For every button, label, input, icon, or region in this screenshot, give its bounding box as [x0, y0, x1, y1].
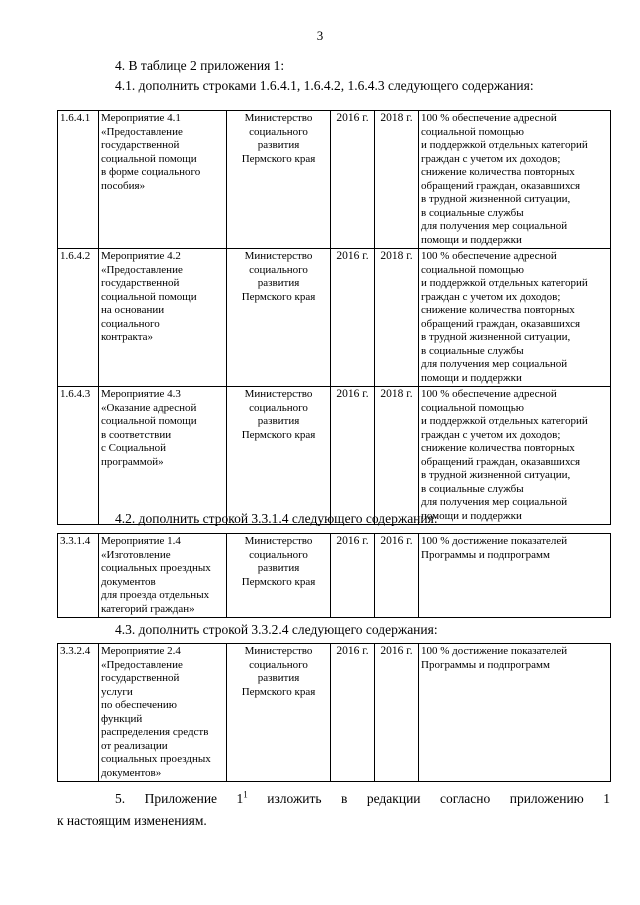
expected-result-line: граждан с учетом их доходов; — [421, 290, 561, 303]
start-year: 2016 г. — [331, 387, 375, 525]
expected-result-line: 100 % достижение показателей — [421, 535, 568, 547]
measure-name-line: «Изготовление — [101, 548, 171, 561]
expected-result-line: и поддержкой отдельных категорий — [421, 139, 588, 151]
executor-line: Пермского края — [241, 428, 316, 441]
expected-result-line: для получения мер социальной — [421, 220, 568, 232]
executor-line: развития — [257, 672, 300, 684]
executor-line: Пермского края — [241, 290, 316, 303]
executor-line: Министерство — [244, 535, 313, 547]
measure-name-line: «Оказание адресной — [101, 401, 197, 414]
measure-name-line: контракта» — [101, 331, 154, 343]
row-code: 1.6.4.1 — [58, 111, 99, 249]
table-rows-1-6-4 — [57, 110, 611, 525]
measure-name-line: в форме социального — [101, 166, 201, 178]
table-row-3-3-2-4 — [57, 643, 611, 782]
expected-result-line: в трудной жизненной ситуации, — [421, 193, 571, 205]
executor-line: Пермского края — [241, 575, 316, 588]
expected-result-line: в трудной жизненной ситуации, — [421, 331, 571, 343]
expected-result-line: и поддержкой отдельных категорий — [421, 415, 588, 427]
expected-result-line: в социальные службы — [421, 482, 524, 495]
measure-name-line: услуги — [101, 685, 133, 698]
expected-result-line: 100 % достижение показателей — [421, 645, 568, 657]
expected-result — [419, 111, 611, 249]
measure-name-line: социальных проездных — [101, 753, 211, 765]
executor-line: развития — [257, 562, 300, 574]
row-code: 1.6.4.3 — [58, 387, 99, 525]
section-4-heading: 4. В таблице 2 приложения 1: — [115, 58, 285, 73]
expected-result-line: помощи и поддержки — [421, 233, 522, 246]
page-number: 3 — [316, 28, 324, 43]
measure-name-line: государственной — [101, 277, 180, 289]
executor — [227, 387, 331, 525]
table-row — [58, 387, 611, 525]
measure-name-line: на основании — [101, 304, 165, 316]
end-year: 2018 г. — [375, 111, 419, 249]
expected-result-line: в трудной жизненной ситуации, — [421, 469, 571, 481]
executor-line: Министерство — [244, 112, 313, 124]
expected-result-line: Программы и подпрограмм — [421, 548, 550, 561]
executor — [227, 644, 331, 782]
expected-result-line: социальной помощью — [421, 263, 525, 276]
expected-result-line: помощи и поддержки — [421, 509, 522, 522]
measure-name-line: социальной помощи — [101, 290, 197, 303]
measure-name-line: в соответствии — [101, 428, 172, 441]
executor-line: развития — [257, 139, 300, 151]
executor-line: развития — [257, 277, 300, 289]
start-year: 2016 г. — [331, 644, 375, 782]
measure-name-line: документов» — [101, 766, 162, 779]
measure-name-line: «Предоставление — [101, 658, 183, 671]
measure-name-line: от реализации — [101, 739, 168, 752]
start-year: 2016 г. — [331, 534, 375, 618]
executor-line: социального — [249, 548, 308, 561]
expected-result-line: снижение количества повторных — [421, 166, 575, 178]
measure-name-line: пособия» — [101, 179, 146, 192]
measure-name-line: Мероприятие 2.4 — [101, 645, 181, 657]
section-5-paragraph — [57, 788, 610, 832]
start-year: 2016 г. — [331, 111, 375, 249]
expected-result — [419, 644, 611, 782]
measure-name — [99, 111, 227, 249]
table-row-3-3-1-4 — [57, 533, 611, 618]
measure-name-line: распределения средств — [101, 726, 209, 738]
measure-name — [99, 534, 227, 618]
measure-name-line: Мероприятие 4.2 — [101, 250, 181, 262]
executor-line: Пермского края — [241, 152, 316, 165]
expected-result-line: Программы и подпрограмм — [421, 658, 550, 671]
executor — [227, 111, 331, 249]
executor-line: развития — [257, 415, 300, 427]
measure-name-line: по обеспечению — [101, 699, 178, 711]
section-5-line2: к настоящим изменениям. — [57, 813, 207, 828]
executor-line: Министерство — [244, 388, 313, 400]
table-row — [58, 111, 611, 249]
measure-name-line: социальной помощи — [101, 152, 197, 165]
row-code: 1.6.4.2 — [58, 249, 99, 387]
expected-result-line: обращений граждан, оказавшихся — [421, 455, 581, 468]
expected-result-line: для получения мер социальной — [421, 496, 568, 508]
executor-line: социального — [249, 263, 308, 276]
expected-result — [419, 387, 611, 525]
measure-name-line: категорий граждан» — [101, 602, 195, 615]
expected-result-line: 100 % обеспечение адресной — [421, 388, 557, 400]
end-year: 2016 г. — [375, 534, 419, 618]
measure-name-line: функций — [101, 712, 143, 725]
executor-line: Министерство — [244, 645, 313, 657]
measure-name-line: Мероприятие 1.4 — [101, 535, 181, 547]
expected-result-line: в социальные службы — [421, 206, 524, 219]
executor-line: социального — [249, 658, 308, 671]
section-5-text-start: 5. Приложение 1 — [115, 791, 244, 806]
expected-result-line: для получения мер социальной — [421, 358, 568, 370]
expected-result-line: обращений граждан, оказавшихся — [421, 179, 581, 192]
measure-name-line: государственной — [101, 139, 180, 151]
executor-line: Министерство — [244, 250, 313, 262]
expected-result-line: снижение количества повторных — [421, 442, 575, 454]
measure-name-line: государственной — [101, 672, 180, 684]
expected-result-line: и поддержкой отдельных категорий — [421, 277, 588, 289]
expected-result-line: социальной помощью — [421, 401, 525, 414]
expected-result-line: в социальные службы — [421, 344, 524, 357]
expected-result — [419, 249, 611, 387]
table-row — [58, 534, 611, 618]
measure-name-line: Мероприятие 4.1 — [101, 112, 181, 124]
section-4-3-heading: 4.3. дополнить строкой 3.3.2.4 следующего содержания: — [115, 622, 438, 637]
expected-result — [419, 534, 611, 618]
expected-result-line: снижение количества повторных — [421, 304, 575, 316]
expected-result-line: 100 % обеспечение адресной — [421, 250, 557, 262]
executor-line: социального — [249, 401, 308, 414]
start-year: 2016 г. — [331, 249, 375, 387]
section-5-text-end: изложить в редакции согласно приложению 1 — [247, 791, 610, 806]
expected-result-line: обращений граждан, оказавшихся — [421, 317, 581, 330]
section-4-2-heading: 4.2. дополнить строкой 3.3.1.4 следующего содержания: — [115, 511, 438, 526]
measure-name-line: социального — [101, 317, 160, 330]
measure-name-line: «Предоставление — [101, 125, 183, 138]
expected-result-line: граждан с учетом их доходов; — [421, 428, 561, 441]
executor — [227, 534, 331, 618]
row-code: 3.3.2.4 — [58, 644, 99, 782]
table-row — [58, 644, 611, 782]
measure-name — [99, 644, 227, 782]
end-year: 2018 г. — [375, 249, 419, 387]
measure-name — [99, 249, 227, 387]
row-code: 3.3.1.4 — [58, 534, 99, 618]
end-year: 2018 г. — [375, 387, 419, 525]
section-4-1-heading: 4.1. дополнить строками 1.6.4.1, 1.6.4.2, 1.6.4.3 следующего содержания: — [115, 78, 534, 93]
table-row — [58, 249, 611, 387]
measure-name-line: документов — [101, 575, 156, 588]
measure-name-line: социальных проездных — [101, 562, 211, 574]
section-5-superscript: 1 — [243, 789, 248, 800]
expected-result-line: помощи и поддержки — [421, 371, 522, 384]
measure-name-line: с Социальной — [101, 442, 167, 454]
end-year: 2016 г. — [375, 644, 419, 782]
measure-name-line: для проезда отдельных — [101, 589, 210, 601]
expected-result-line: 100 % обеспечение адресной — [421, 112, 557, 124]
measure-name-line: Мероприятие 4.3 — [101, 388, 181, 400]
measure-name-line: программой» — [101, 455, 164, 468]
expected-result-line: граждан с учетом их доходов; — [421, 152, 561, 165]
measure-name-line: социальной помощи — [101, 415, 197, 427]
expected-result-line: социальной помощью — [421, 125, 525, 138]
measure-name — [99, 387, 227, 525]
executor — [227, 249, 331, 387]
executor-line: Пермского края — [241, 685, 316, 698]
measure-name-line: «Предоставление — [101, 263, 183, 276]
executor-line: социального — [249, 125, 308, 138]
